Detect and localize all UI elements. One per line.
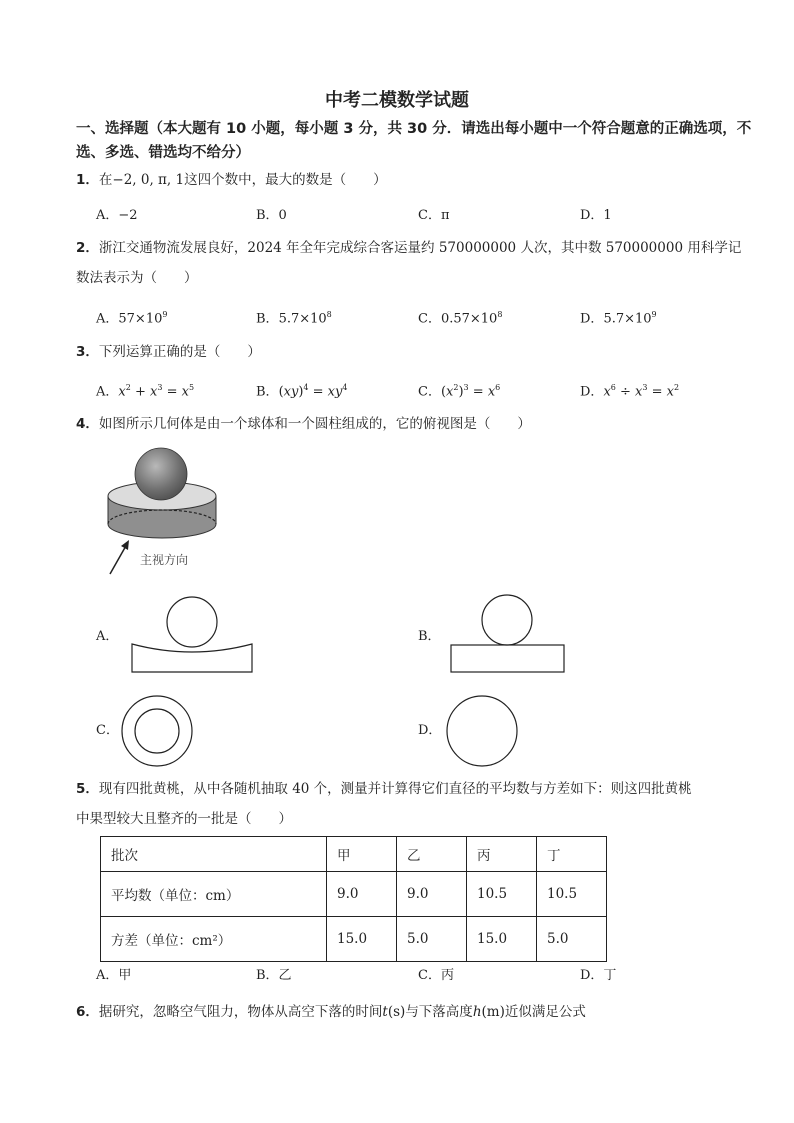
question-text: 下列运算正确的是（ ） xyxy=(98,344,261,360)
question-number: 2． xyxy=(76,240,99,256)
q2-option-c: C．$0.57\times 10^8$ xyxy=(418,310,503,327)
table-cell: 10.5 xyxy=(537,872,607,917)
question-text: 这四个数中，最大的数是（ ） xyxy=(184,172,387,188)
q4-option-c-label: C． xyxy=(96,723,119,738)
q3-option-c: C．$(x^2)^3 = x^6$ xyxy=(418,383,501,400)
question-number: 5． xyxy=(76,781,99,797)
table-header-cell: 丙 xyxy=(467,837,537,872)
number-list: −2, 0, π, 1 xyxy=(112,172,185,188)
q1-option-d: D．1 xyxy=(580,208,612,223)
table-header-row xyxy=(101,837,607,872)
q1-option-c: C．π xyxy=(418,208,450,223)
table-cell: 方差（单位：cm²） xyxy=(101,917,327,962)
section-heading: 一、选择题（本大题有 10 小题，每小题 3 分，共 30 分．请选出每小题中一个符合题意的正确选项，不选、多选、错选均不给分） xyxy=(76,121,752,161)
question-number: 1． xyxy=(76,172,99,188)
question-2 xyxy=(76,238,741,258)
question-number: 3． xyxy=(76,344,99,360)
q5-option-d: D．丁 xyxy=(580,968,617,983)
table-cell: 15.0 xyxy=(467,917,537,962)
question-text: 在 xyxy=(98,172,113,188)
q4-option-a-label: A． xyxy=(96,629,119,644)
table-row xyxy=(101,872,607,917)
question-4 xyxy=(76,414,531,434)
q4-option-b-label: B． xyxy=(418,629,441,644)
question-5 xyxy=(76,779,692,799)
table-cell: 9.0 xyxy=(327,872,397,917)
table-cell: 5.0 xyxy=(537,917,607,962)
question-6 xyxy=(76,1002,586,1022)
question-text: 近似满足公式 xyxy=(504,1004,586,1020)
q2-option-d: D．$5.7\times 10^9$ xyxy=(580,310,657,327)
table-header-cell: 乙 xyxy=(397,837,467,872)
unit-m: (m) xyxy=(481,1004,505,1020)
q5-option-b: B．乙 xyxy=(256,968,292,983)
variable-h: h xyxy=(472,1004,482,1020)
q4-option-c-figure xyxy=(120,694,196,770)
question-text: 浙江交通物流发展良好，2024 年全年完成综合客运量约 570000000 人次，其中数 570000000 用科学记 xyxy=(98,240,742,256)
q4-option-d-figure xyxy=(445,694,521,770)
question-text: 据研究，忽略空气阻力，物体从高空下落的时间 xyxy=(98,1004,383,1020)
question-5-line2: 中果型较大且整齐的一批是（ ） xyxy=(76,811,292,827)
q1-option-b: B．0 xyxy=(256,208,287,223)
table-row xyxy=(101,917,607,962)
q4-option-d-label: D． xyxy=(418,723,442,738)
table-cell: 5.0 xyxy=(397,917,467,962)
question-2-line2: 数法表示为（ ） xyxy=(76,270,198,286)
question-number: 6． xyxy=(76,1004,99,1020)
unit-s: (s) xyxy=(387,1004,406,1020)
table-header-cell: 甲 xyxy=(327,837,397,872)
view-direction-label: 主视方向 xyxy=(140,553,189,567)
table-cell: 9.0 xyxy=(397,872,467,917)
q5-option-c: C．丙 xyxy=(418,968,454,983)
table-cell: 平均数（单位：cm） xyxy=(101,872,327,917)
question-3 xyxy=(76,342,261,362)
q2-option-b: B．$5.7\times 10^8$ xyxy=(256,310,332,327)
q2-option-a: A．$57\times 10^9$ xyxy=(96,310,168,327)
q3-option-d: D．$x^6 \div x^3 = x^2$ xyxy=(580,383,680,400)
table-header-cell: 批次 xyxy=(101,837,327,872)
question-text: 现有四批黄桃，从中各随机抽取 40 个，测量并计算得它们直径的平均数与方差如下：则这四批黄桃 xyxy=(98,781,692,797)
q4-option-b-figure xyxy=(449,594,567,674)
page-title: 中考二模数学试题 xyxy=(325,90,469,111)
table-cell: 15.0 xyxy=(327,917,397,962)
q5-option-a: A．甲 xyxy=(96,968,132,983)
question-1 xyxy=(76,170,387,190)
question-text: 与下落高度 xyxy=(405,1004,473,1020)
question-text: 如图所示几何体是由一个球体和一个圆柱组成的，它的俯视图是（ ） xyxy=(98,416,531,432)
q4-option-a-figure xyxy=(130,596,254,676)
sphere xyxy=(135,448,187,500)
q1-option-a: A．−2 xyxy=(96,208,138,223)
q3-option-b: B．$(xy)^4 = xy^4$ xyxy=(256,383,348,400)
variable-t: t xyxy=(382,1004,388,1020)
table-header-cell: 丁 xyxy=(537,837,607,872)
table-cell: 10.5 xyxy=(467,872,537,917)
view-arrow xyxy=(110,544,127,574)
question-number: 4． xyxy=(76,416,99,432)
data-table xyxy=(100,836,607,962)
q3-option-a: A．$x^2 + x^3 = x^5$ xyxy=(96,383,195,400)
